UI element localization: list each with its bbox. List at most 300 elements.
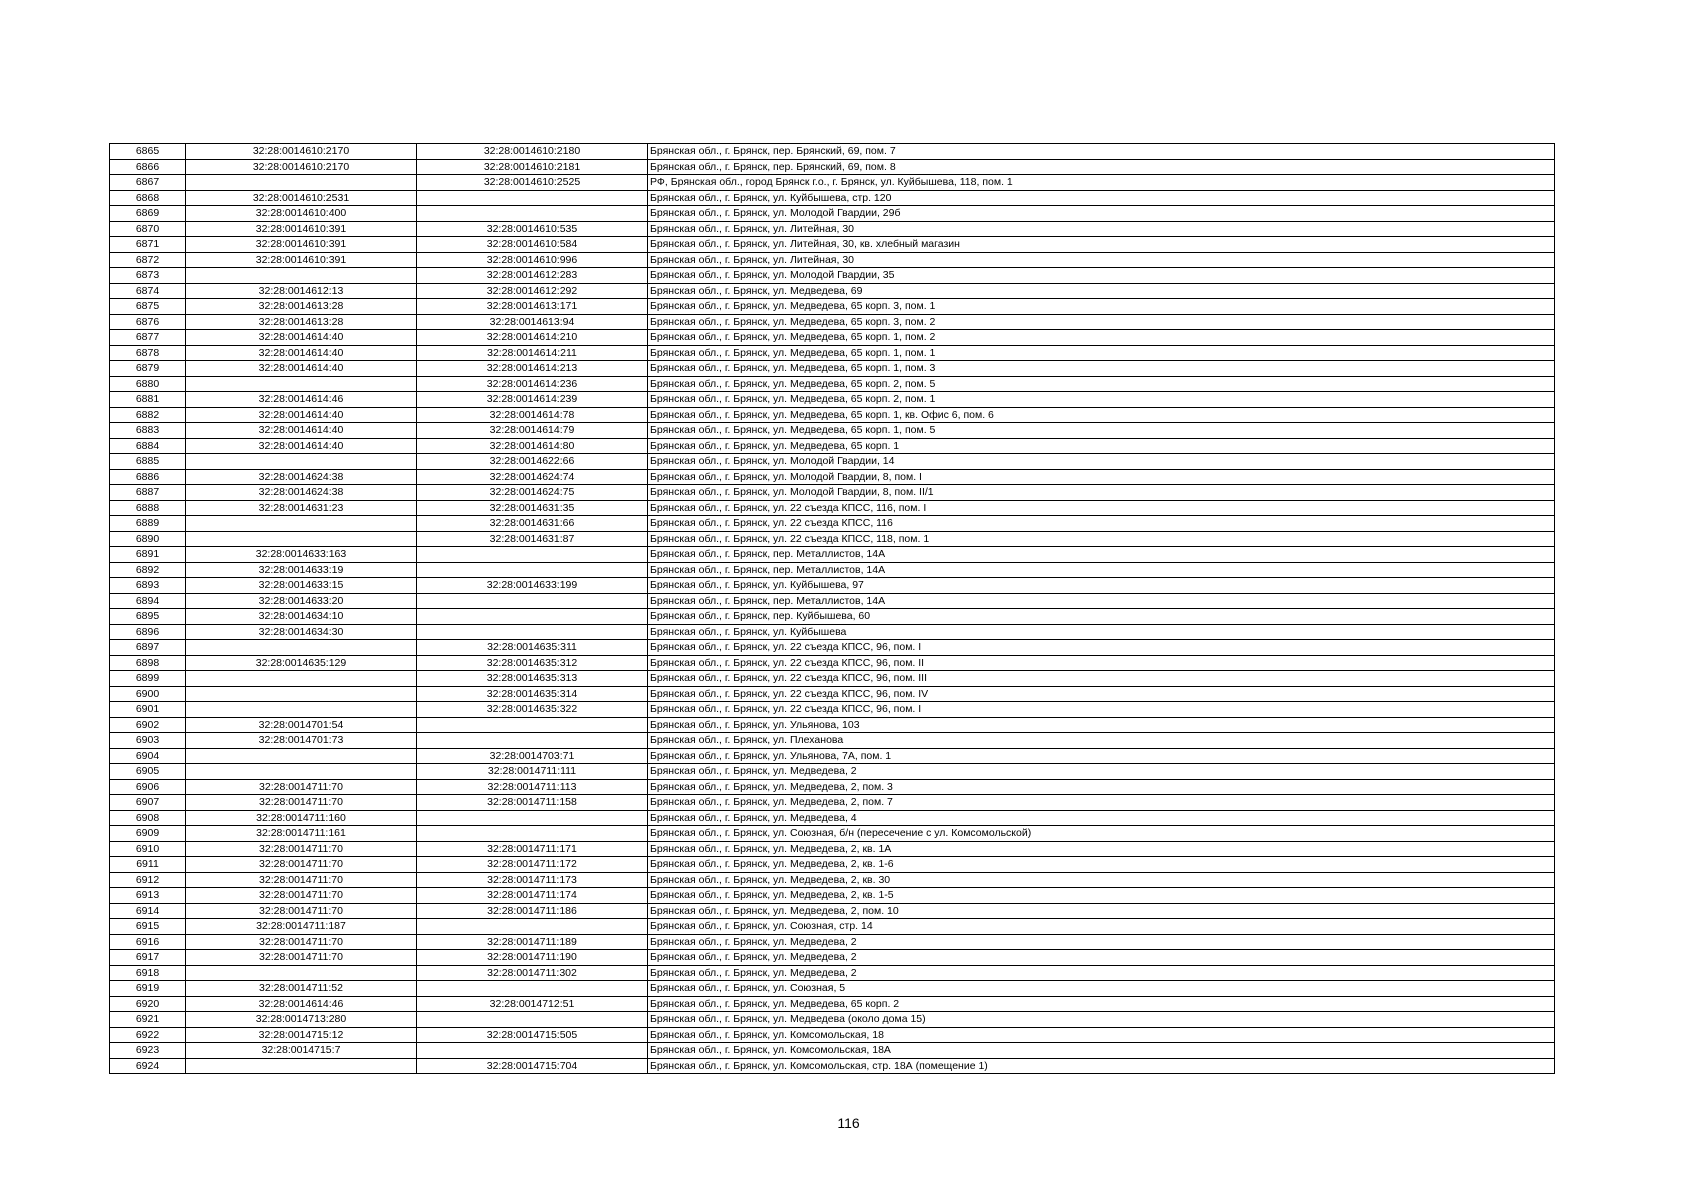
land-cadastral-number-cell bbox=[186, 764, 417, 780]
row-number-cell: 6868 bbox=[110, 190, 186, 206]
land-cadastral-number-cell: 32:28:0014711:160 bbox=[186, 810, 417, 826]
row-number-cell: 6882 bbox=[110, 407, 186, 423]
address-cell: Брянская обл., г. Брянск, ул. Медведева, 65 корп. 2, пом. 5 bbox=[648, 376, 1555, 392]
land-cadastral-number-cell bbox=[186, 454, 417, 470]
table-row bbox=[110, 423, 1555, 439]
table-row bbox=[110, 469, 1555, 485]
table-row bbox=[110, 934, 1555, 950]
object-cadastral-number-cell: 32:28:0014613:171 bbox=[417, 299, 648, 315]
land-cadastral-number-cell: 32:28:0014711:70 bbox=[186, 841, 417, 857]
address-cell: Брянская обл., г. Брянск, пер. Брянский, 69, пом. 7 bbox=[648, 144, 1555, 160]
land-cadastral-number-cell: 32:28:0014711:70 bbox=[186, 779, 417, 795]
address-cell: Брянская обл., г. Брянск, ул. Куйбышева, стр. 120 bbox=[648, 190, 1555, 206]
land-cadastral-number-cell: 32:28:0014633:163 bbox=[186, 547, 417, 563]
land-cadastral-number-cell: 32:28:0014613:28 bbox=[186, 299, 417, 315]
object-cadastral-number-cell: 32:28:0014711:174 bbox=[417, 888, 648, 904]
land-cadastral-number-cell: 32:28:0014701:54 bbox=[186, 717, 417, 733]
land-cadastral-number-cell: 32:28:0014614:40 bbox=[186, 345, 417, 361]
land-cadastral-number-cell bbox=[186, 175, 417, 191]
land-cadastral-number-cell bbox=[186, 671, 417, 687]
row-number-cell: 6912 bbox=[110, 872, 186, 888]
land-cadastral-number-cell: 32:28:0014612:13 bbox=[186, 283, 417, 299]
land-cadastral-number-cell bbox=[186, 686, 417, 702]
row-number-cell: 6924 bbox=[110, 1058, 186, 1074]
row-number-cell: 6887 bbox=[110, 485, 186, 501]
land-cadastral-number-cell: 32:28:0014631:23 bbox=[186, 500, 417, 516]
row-number-cell: 6866 bbox=[110, 159, 186, 175]
table-row bbox=[110, 919, 1555, 935]
address-cell: Брянская обл., г. Брянск, ул. Медведева, 65 корп. 3, пом. 2 bbox=[648, 314, 1555, 330]
address-cell: Брянская обл., г. Брянск, ул. 22 съезда КПСС, 96, пом. II bbox=[648, 655, 1555, 671]
land-cadastral-number-cell bbox=[186, 702, 417, 718]
table-row bbox=[110, 330, 1555, 346]
object-cadastral-number-cell bbox=[417, 981, 648, 997]
table-row bbox=[110, 810, 1555, 826]
object-cadastral-number-cell: 32:28:0014614:213 bbox=[417, 361, 648, 377]
land-cadastral-number-cell: 32:28:0014610:391 bbox=[186, 221, 417, 237]
address-cell: Брянская обл., г. Брянск, ул. Молодой Гвардии, 29б bbox=[648, 206, 1555, 222]
object-cadastral-number-cell bbox=[417, 206, 648, 222]
land-cadastral-number-cell bbox=[186, 268, 417, 284]
address-cell: Брянская обл., г. Брянск, ул. Медведева, 2, кв. 1-6 bbox=[648, 857, 1555, 873]
table-row bbox=[110, 531, 1555, 547]
object-cadastral-number-cell: 32:28:0014711:158 bbox=[417, 795, 648, 811]
land-cadastral-number-cell: 32:28:0014711:161 bbox=[186, 826, 417, 842]
table-row bbox=[110, 1058, 1555, 1074]
row-number-cell: 6905 bbox=[110, 764, 186, 780]
land-cadastral-number-cell: 32:28:0014711:52 bbox=[186, 981, 417, 997]
row-number-cell: 6874 bbox=[110, 283, 186, 299]
land-cadastral-number-cell: 32:28:0014614:46 bbox=[186, 392, 417, 408]
row-number-cell: 6873 bbox=[110, 268, 186, 284]
object-cadastral-number-cell: 32:28:0014614:236 bbox=[417, 376, 648, 392]
object-cadastral-number-cell: 32:28:0014703:71 bbox=[417, 748, 648, 764]
table-row bbox=[110, 438, 1555, 454]
land-cadastral-number-cell: 32:28:0014610:391 bbox=[186, 237, 417, 253]
address-cell: Брянская обл., г. Брянск, ул. Медведева, 2, пом. 3 bbox=[648, 779, 1555, 795]
table-body bbox=[110, 144, 1555, 1074]
address-cell: Брянская обл., г. Брянск, ул. Медведева, 65 корп. 1 bbox=[648, 438, 1555, 454]
land-cadastral-number-cell: 32:28:0014624:38 bbox=[186, 469, 417, 485]
land-cadastral-number-cell bbox=[186, 748, 417, 764]
row-number-cell: 6883 bbox=[110, 423, 186, 439]
land-cadastral-number-cell: 32:28:0014614:40 bbox=[186, 423, 417, 439]
table-row bbox=[110, 686, 1555, 702]
address-cell: Брянская обл., г. Брянск, ул. Молодой Гвардии, 35 bbox=[648, 268, 1555, 284]
object-cadastral-number-cell bbox=[417, 919, 648, 935]
land-cadastral-number-cell bbox=[186, 1058, 417, 1074]
table-row bbox=[110, 562, 1555, 578]
row-number-cell: 6895 bbox=[110, 609, 186, 625]
row-number-cell: 6891 bbox=[110, 547, 186, 563]
address-cell: Брянская обл., г. Брянск, ул. Медведева, 65 корп. 1, пом. 3 bbox=[648, 361, 1555, 377]
object-cadastral-number-cell: 32:28:0014711:111 bbox=[417, 764, 648, 780]
row-number-cell: 6880 bbox=[110, 376, 186, 392]
address-cell: Брянская обл., г. Брянск, ул. Медведева, 65 корп. 1, пом. 1 bbox=[648, 345, 1555, 361]
row-number-cell: 6913 bbox=[110, 888, 186, 904]
table-row bbox=[110, 516, 1555, 532]
object-cadastral-number-cell: 32:28:0014711:189 bbox=[417, 934, 648, 950]
land-cadastral-number-cell: 32:28:0014711:70 bbox=[186, 934, 417, 950]
row-number-cell: 6901 bbox=[110, 702, 186, 718]
land-cadastral-number-cell: 32:28:0014711:70 bbox=[186, 950, 417, 966]
address-cell: Брянская обл., г. Брянск, ул. Плеханова bbox=[648, 733, 1555, 749]
table-row bbox=[110, 407, 1555, 423]
row-number-cell: 6906 bbox=[110, 779, 186, 795]
table-row bbox=[110, 578, 1555, 594]
object-cadastral-number-cell: 32:28:0014635:312 bbox=[417, 655, 648, 671]
address-cell: Брянская обл., г. Брянск, ул. Медведева, 65 корп. 1, пом. 5 bbox=[648, 423, 1555, 439]
land-cadastral-number-cell: 32:28:0014711:70 bbox=[186, 857, 417, 873]
object-cadastral-number-cell: 32:28:0014614:79 bbox=[417, 423, 648, 439]
address-cell: Брянская обл., г. Брянск, пер. Куйбышева, 60 bbox=[648, 609, 1555, 625]
address-cell: Брянская обл., г. Брянск, ул. 22 съезда КПСС, 96, пом. I bbox=[648, 702, 1555, 718]
land-cadastral-number-cell: 32:28:0014613:28 bbox=[186, 314, 417, 330]
table-row bbox=[110, 717, 1555, 733]
row-number-cell: 6876 bbox=[110, 314, 186, 330]
address-cell: Брянская обл., г. Брянск, ул. Медведева, 2, пом. 10 bbox=[648, 903, 1555, 919]
row-number-cell: 6890 bbox=[110, 531, 186, 547]
cadastral-table bbox=[109, 143, 1555, 1074]
land-cadastral-number-cell: 32:28:0014711:70 bbox=[186, 872, 417, 888]
address-cell: Брянская обл., г. Брянск, ул. Молодой Гвардии, 8, пом. II/1 bbox=[648, 485, 1555, 501]
address-cell: Брянская обл., г. Брянск, пер. Металлистов, 14А bbox=[648, 593, 1555, 609]
land-cadastral-number-cell: 32:28:0014610:2170 bbox=[186, 144, 417, 160]
row-number-cell: 6892 bbox=[110, 562, 186, 578]
table-row bbox=[110, 299, 1555, 315]
address-cell: Брянская обл., г. Брянск, ул. Медведева, 65 корп. 3, пом. 1 bbox=[648, 299, 1555, 315]
address-cell: Брянская обл., г. Брянск, ул. Куйбышева, 97 bbox=[648, 578, 1555, 594]
land-cadastral-number-cell: 32:28:0014610:2531 bbox=[186, 190, 417, 206]
table-row bbox=[110, 640, 1555, 656]
address-cell: Брянская обл., г. Брянск, ул. Медведева, 65 корп. 2, пом. 1 bbox=[648, 392, 1555, 408]
row-number-cell: 6888 bbox=[110, 500, 186, 516]
land-cadastral-number-cell bbox=[186, 640, 417, 656]
land-cadastral-number-cell: 32:28:0014624:38 bbox=[186, 485, 417, 501]
object-cadastral-number-cell: 32:28:0014624:75 bbox=[417, 485, 648, 501]
address-cell: Брянская обл., г. Брянск, пер. Металлистов, 14А bbox=[648, 547, 1555, 563]
address-cell: Брянская обл., г. Брянск, ул. Медведева, 2, кв. 30 bbox=[648, 872, 1555, 888]
table-row bbox=[110, 655, 1555, 671]
object-cadastral-number-cell: 32:28:0014610:2181 bbox=[417, 159, 648, 175]
address-cell: Брянская обл., г. Брянск, ул. Медведева (около дома 15) bbox=[648, 1012, 1555, 1028]
row-number-cell: 6917 bbox=[110, 950, 186, 966]
table-row bbox=[110, 206, 1555, 222]
land-cadastral-number-cell: 32:28:0014711:70 bbox=[186, 795, 417, 811]
table-row bbox=[110, 144, 1555, 160]
object-cadastral-number-cell: 32:28:0014712:51 bbox=[417, 996, 648, 1012]
address-cell: Брянская обл., г. Брянск, ул. Медведева, 2, кв. 1-5 bbox=[648, 888, 1555, 904]
land-cadastral-number-cell: 32:28:0014633:20 bbox=[186, 593, 417, 609]
object-cadastral-number-cell: 32:28:0014711:173 bbox=[417, 872, 648, 888]
row-number-cell: 6893 bbox=[110, 578, 186, 594]
object-cadastral-number-cell bbox=[417, 190, 648, 206]
table-row bbox=[110, 733, 1555, 749]
land-cadastral-number-cell bbox=[186, 531, 417, 547]
land-cadastral-number-cell: 32:28:0014633:15 bbox=[186, 578, 417, 594]
address-cell: Брянская обл., г. Брянск, ул. 22 съезда КПСС, 96, пом. IV bbox=[648, 686, 1555, 702]
object-cadastral-number-cell: 32:28:0014715:704 bbox=[417, 1058, 648, 1074]
table-row bbox=[110, 268, 1555, 284]
row-number-cell: 6870 bbox=[110, 221, 186, 237]
land-cadastral-number-cell: 32:28:0014715:7 bbox=[186, 1043, 417, 1059]
object-cadastral-number-cell: 32:28:0014610:535 bbox=[417, 221, 648, 237]
object-cadastral-number-cell: 32:28:0014614:80 bbox=[417, 438, 648, 454]
row-number-cell: 6896 bbox=[110, 624, 186, 640]
table-row bbox=[110, 159, 1555, 175]
object-cadastral-number-cell: 32:28:0014614:239 bbox=[417, 392, 648, 408]
row-number-cell: 6894 bbox=[110, 593, 186, 609]
table-row bbox=[110, 175, 1555, 191]
address-cell: Брянская обл., г. Брянск, ул. Медведева, 69 bbox=[648, 283, 1555, 299]
row-number-cell: 6885 bbox=[110, 454, 186, 470]
row-number-cell: 6909 bbox=[110, 826, 186, 842]
land-cadastral-number-cell: 32:28:0014633:19 bbox=[186, 562, 417, 578]
table-row bbox=[110, 1012, 1555, 1028]
land-cadastral-number-cell: 32:28:0014614:40 bbox=[186, 407, 417, 423]
table-row bbox=[110, 702, 1555, 718]
row-number-cell: 6886 bbox=[110, 469, 186, 485]
object-cadastral-number-cell bbox=[417, 1012, 648, 1028]
object-cadastral-number-cell: 32:28:0014711:171 bbox=[417, 841, 648, 857]
row-number-cell: 6889 bbox=[110, 516, 186, 532]
land-cadastral-number-cell: 32:28:0014610:2170 bbox=[186, 159, 417, 175]
table-row bbox=[110, 283, 1555, 299]
land-cadastral-number-cell bbox=[186, 376, 417, 392]
table-row bbox=[110, 779, 1555, 795]
row-number-cell: 6899 bbox=[110, 671, 186, 687]
row-number-cell: 6908 bbox=[110, 810, 186, 826]
row-number-cell: 6898 bbox=[110, 655, 186, 671]
object-cadastral-number-cell: 32:28:0014610:996 bbox=[417, 252, 648, 268]
row-number-cell: 6904 bbox=[110, 748, 186, 764]
table-row bbox=[110, 857, 1555, 873]
object-cadastral-number-cell: 32:28:0014635:322 bbox=[417, 702, 648, 718]
address-cell: Брянская обл., г. Брянск, ул. Литейная, 30 bbox=[648, 252, 1555, 268]
address-cell: Брянская обл., г. Брянск, ул. Медведева, 2 bbox=[648, 950, 1555, 966]
object-cadastral-number-cell: 32:28:0014711:190 bbox=[417, 950, 648, 966]
object-cadastral-number-cell: 32:28:0014614:210 bbox=[417, 330, 648, 346]
table-row bbox=[110, 392, 1555, 408]
table-row bbox=[110, 221, 1555, 237]
address-cell: Брянская обл., г. Брянск, ул. Медведева, 2, пом. 7 bbox=[648, 795, 1555, 811]
address-cell: Брянская обл., г. Брянск, ул. Литейная, 30, кв. хлебный магазин bbox=[648, 237, 1555, 253]
land-cadastral-number-cell: 32:28:0014711:187 bbox=[186, 919, 417, 935]
table-row bbox=[110, 593, 1555, 609]
table-row bbox=[110, 841, 1555, 857]
address-cell: Брянская обл., г. Брянск, ул. Ульянова, 7А, пом. 1 bbox=[648, 748, 1555, 764]
object-cadastral-number-cell: 32:28:0014631:87 bbox=[417, 531, 648, 547]
object-cadastral-number-cell: 32:28:0014622:66 bbox=[417, 454, 648, 470]
row-number-cell: 6907 bbox=[110, 795, 186, 811]
object-cadastral-number-cell: 32:28:0014711:172 bbox=[417, 857, 648, 873]
table-row bbox=[110, 748, 1555, 764]
object-cadastral-number-cell: 32:28:0014612:283 bbox=[417, 268, 648, 284]
table-row bbox=[110, 888, 1555, 904]
table-row bbox=[110, 981, 1555, 997]
land-cadastral-number-cell: 32:28:0014634:10 bbox=[186, 609, 417, 625]
address-cell: Брянская обл., г. Брянск, ул. Медведева, 65 корп. 2 bbox=[648, 996, 1555, 1012]
table-row bbox=[110, 624, 1555, 640]
land-cadastral-number-cell: 32:28:0014715:12 bbox=[186, 1027, 417, 1043]
object-cadastral-number-cell: 32:28:0014635:314 bbox=[417, 686, 648, 702]
row-number-cell: 6897 bbox=[110, 640, 186, 656]
row-number-cell: 6878 bbox=[110, 345, 186, 361]
object-cadastral-number-cell: 32:28:0014614:211 bbox=[417, 345, 648, 361]
table-row bbox=[110, 500, 1555, 516]
table-row bbox=[110, 237, 1555, 253]
table-row bbox=[110, 345, 1555, 361]
table-row bbox=[110, 361, 1555, 377]
table-row bbox=[110, 996, 1555, 1012]
address-cell: Брянская обл., г. Брянск, ул. Медведева, 2 bbox=[648, 965, 1555, 981]
object-cadastral-number-cell bbox=[417, 733, 648, 749]
table-row bbox=[110, 485, 1555, 501]
object-cadastral-number-cell bbox=[417, 593, 648, 609]
object-cadastral-number-cell bbox=[417, 562, 648, 578]
object-cadastral-number-cell: 32:28:0014715:505 bbox=[417, 1027, 648, 1043]
object-cadastral-number-cell bbox=[417, 810, 648, 826]
row-number-cell: 6867 bbox=[110, 175, 186, 191]
land-cadastral-number-cell: 32:28:0014711:70 bbox=[186, 903, 417, 919]
address-cell: Брянская обл., г. Брянск, ул. Союзная, 5 bbox=[648, 981, 1555, 997]
row-number-cell: 6915 bbox=[110, 919, 186, 935]
address-cell: Брянская обл., г. Брянск, пер. Брянский, 69, пом. 8 bbox=[648, 159, 1555, 175]
object-cadastral-number-cell: 32:28:0014711:186 bbox=[417, 903, 648, 919]
address-cell: Брянская обл., г. Брянск, ул. 22 съезда КПСС, 118, пом. 1 bbox=[648, 531, 1555, 547]
address-cell: Брянская обл., г. Брянск, ул. Медведева, 2, кв. 1А bbox=[648, 841, 1555, 857]
row-number-cell: 6914 bbox=[110, 903, 186, 919]
row-number-cell: 6903 bbox=[110, 733, 186, 749]
address-cell: Брянская обл., г. Брянск, ул. Ульянова, 103 bbox=[648, 717, 1555, 733]
row-number-cell: 6884 bbox=[110, 438, 186, 454]
table-row bbox=[110, 252, 1555, 268]
address-cell: Брянская обл., г. Брянск, ул. Молодой Гвардии, 8, пом. I bbox=[648, 469, 1555, 485]
object-cadastral-number-cell: 32:28:0014711:113 bbox=[417, 779, 648, 795]
row-number-cell: 6900 bbox=[110, 686, 186, 702]
object-cadastral-number-cell: 32:28:0014614:78 bbox=[417, 407, 648, 423]
address-cell: Брянская обл., г. Брянск, ул. Медведева, 65 корп. 1, кв. Офис 6, пом. 6 bbox=[648, 407, 1555, 423]
table-row bbox=[110, 454, 1555, 470]
table-row bbox=[110, 314, 1555, 330]
table-row bbox=[110, 609, 1555, 625]
table-row bbox=[110, 1043, 1555, 1059]
object-cadastral-number-cell bbox=[417, 1043, 648, 1059]
address-cell: Брянская обл., г. Брянск, ул. Куйбышева bbox=[648, 624, 1555, 640]
land-cadastral-number-cell: 32:28:0014614:40 bbox=[186, 438, 417, 454]
land-cadastral-number-cell: 32:28:0014614:40 bbox=[186, 330, 417, 346]
row-number-cell: 6920 bbox=[110, 996, 186, 1012]
table-row bbox=[110, 950, 1555, 966]
address-cell: Брянская обл., г. Брянск, ул. Комсомольская, стр. 18А (помещение 1) bbox=[648, 1058, 1555, 1074]
row-number-cell: 6922 bbox=[110, 1027, 186, 1043]
table-row bbox=[110, 826, 1555, 842]
object-cadastral-number-cell: 32:28:0014613:94 bbox=[417, 314, 648, 330]
object-cadastral-number-cell: 32:28:0014612:292 bbox=[417, 283, 648, 299]
register-sheet bbox=[109, 143, 1555, 1074]
table-row bbox=[110, 190, 1555, 206]
address-cell: Брянская обл., г. Брянск, ул. Союзная, стр. 14 bbox=[648, 919, 1555, 935]
table-row bbox=[110, 903, 1555, 919]
table-row bbox=[110, 872, 1555, 888]
land-cadastral-number-cell: 32:28:0014614:46 bbox=[186, 996, 417, 1012]
row-number-cell: 6881 bbox=[110, 392, 186, 408]
address-cell: Брянская обл., г. Брянск, ул. Молодой Гвардии, 14 bbox=[648, 454, 1555, 470]
address-cell: Брянская обл., г. Брянск, ул. Медведева, 2 bbox=[648, 764, 1555, 780]
row-number-cell: 6877 bbox=[110, 330, 186, 346]
land-cadastral-number-cell: 32:28:0014635:129 bbox=[186, 655, 417, 671]
row-number-cell: 6871 bbox=[110, 237, 186, 253]
row-number-cell: 6910 bbox=[110, 841, 186, 857]
address-cell: Брянская обл., г. Брянск, ул. Комсомольская, 18 bbox=[648, 1027, 1555, 1043]
row-number-cell: 6875 bbox=[110, 299, 186, 315]
row-number-cell: 6865 bbox=[110, 144, 186, 160]
object-cadastral-number-cell: 32:28:0014633:199 bbox=[417, 578, 648, 594]
address-cell: Брянская обл., г. Брянск, ул. Литейная, 30 bbox=[648, 221, 1555, 237]
land-cadastral-number-cell: 32:28:0014711:70 bbox=[186, 888, 417, 904]
object-cadastral-number-cell bbox=[417, 609, 648, 625]
table-row bbox=[110, 795, 1555, 811]
address-cell: Брянская обл., г. Брянск, ул. 22 съезда КПСС, 116, пом. I bbox=[648, 500, 1555, 516]
object-cadastral-number-cell: 32:28:0014635:311 bbox=[417, 640, 648, 656]
object-cadastral-number-cell bbox=[417, 624, 648, 640]
row-number-cell: 6916 bbox=[110, 934, 186, 950]
table-row bbox=[110, 547, 1555, 563]
table-row bbox=[110, 376, 1555, 392]
address-cell: Брянская обл., г. Брянск, ул. 22 съезда КПСС, 96, пом. I bbox=[648, 640, 1555, 656]
object-cadastral-number-cell: 32:28:0014711:302 bbox=[417, 965, 648, 981]
row-number-cell: 6921 bbox=[110, 1012, 186, 1028]
land-cadastral-number-cell: 32:28:0014614:40 bbox=[186, 361, 417, 377]
page-number: 116 bbox=[837, 1115, 860, 1131]
table-row bbox=[110, 1027, 1555, 1043]
address-cell: Брянская обл., г. Брянск, ул. 22 съезда КПСС, 96, пом. III bbox=[648, 671, 1555, 687]
address-cell: Брянская обл., г. Брянск, ул. Медведева, 2 bbox=[648, 934, 1555, 950]
address-cell: Брянская обл., г. Брянск, пер. Металлистов, 14А bbox=[648, 562, 1555, 578]
row-number-cell: 6872 bbox=[110, 252, 186, 268]
address-cell: Брянская обл., г. Брянск, ул. 22 съезда КПСС, 116 bbox=[648, 516, 1555, 532]
land-cadastral-number-cell: 32:28:0014634:30 bbox=[186, 624, 417, 640]
object-cadastral-number-cell: 32:28:0014610:2525 bbox=[417, 175, 648, 191]
object-cadastral-number-cell: 32:28:0014610:584 bbox=[417, 237, 648, 253]
row-number-cell: 6879 bbox=[110, 361, 186, 377]
row-number-cell: 6911 bbox=[110, 857, 186, 873]
table-row bbox=[110, 764, 1555, 780]
object-cadastral-number-cell: 32:28:0014631:66 bbox=[417, 516, 648, 532]
land-cadastral-number-cell: 32:28:0014713:280 bbox=[186, 1012, 417, 1028]
row-number-cell: 6919 bbox=[110, 981, 186, 997]
object-cadastral-number-cell bbox=[417, 547, 648, 563]
row-number-cell: 6869 bbox=[110, 206, 186, 222]
land-cadastral-number-cell: 32:28:0014701:73 bbox=[186, 733, 417, 749]
object-cadastral-number-cell: 32:28:0014624:74 bbox=[417, 469, 648, 485]
address-cell: Брянская обл., г. Брянск, ул. Медведева, 65 корп. 1, пом. 2 bbox=[648, 330, 1555, 346]
land-cadastral-number-cell bbox=[186, 965, 417, 981]
row-number-cell: 6902 bbox=[110, 717, 186, 733]
object-cadastral-number-cell: 32:28:0014610:2180 bbox=[417, 144, 648, 160]
land-cadastral-number-cell: 32:28:0014610:400 bbox=[186, 206, 417, 222]
address-cell: РФ, Брянская обл., город Брянск г.о., г. Брянск, ул. Куйбышева, 118, пом. 1 bbox=[648, 175, 1555, 191]
row-number-cell: 6923 bbox=[110, 1043, 186, 1059]
table-row bbox=[110, 965, 1555, 981]
row-number-cell: 6918 bbox=[110, 965, 186, 981]
land-cadastral-number-cell: 32:28:0014610:391 bbox=[186, 252, 417, 268]
object-cadastral-number-cell bbox=[417, 717, 648, 733]
land-cadastral-number-cell bbox=[186, 516, 417, 532]
table-row bbox=[110, 671, 1555, 687]
address-cell: Брянская обл., г. Брянск, ул. Медведева, 4 bbox=[648, 810, 1555, 826]
address-cell: Брянская обл., г. Брянск, ул. Комсомольская, 18А bbox=[648, 1043, 1555, 1059]
